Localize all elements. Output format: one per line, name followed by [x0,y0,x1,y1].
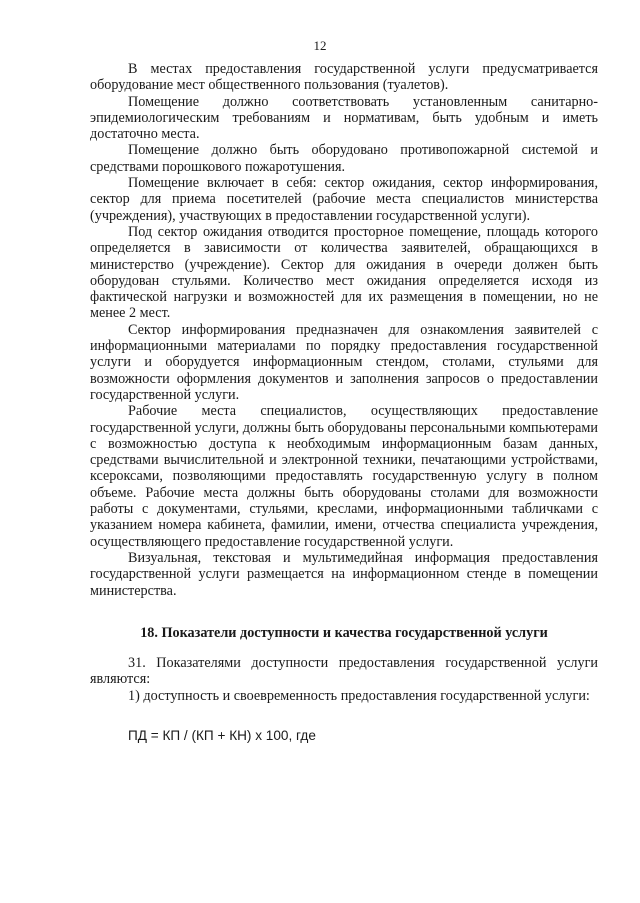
paragraph-visual-info: Визуальная, текстовая и мультимедийная информация предоставления государственной услуги размещается на информационном стенде в помещении министерства. [90,549,598,599]
page-number: 12 [313,38,327,53]
section-heading: 18. Показатели доступности и качества государственной услуги [140,624,548,641]
document-body [90,61,598,744]
paragraph-room-requirements: Помещение должно соответствовать установленным санитарно-эпидемиологическим требованиям и нормативам, быть удобным и иметь достаточно места. [90,93,598,143]
paragraph-room-sectors: Помещение включает в себя: сектор ожидания, сектор информирования, сектор для приема посетителей (рабочие места специалистов министерства (учреждения), участвующих в предоставлении государственной услуги). [90,175,598,224]
paragraph-waiting-sector: Под сектор ожидания отводится просторное помещение, площадь которого определяется в зависимости от количества заявителей, обращающихся в министерство (учреждение). Сектор для ожидания в очереди должен быть оборудован стульями. Количество мест ожидания определяется исходя из фактической нагрузки и возможностей для их размещения в помещении, но не менее 2 мест. [90,223,598,322]
paragraph-indicators: 31. Показателями доступности предоставления государственной услуги являются: [90,655,598,688]
paragraph-sanitary-facilities: В местах предоставления государственной услуги предусматривается оборудование мест общественного пользования (туалетов). [90,61,598,94]
paragraph-workplaces: Рабочие места специалистов, осуществляющих предоставление государственной услуги, должны быть оборудованы персональными компьютерами с возможностью доступа к необходимым информационным базам данных, средствами вычислительной и электронной техники, печатающими устройствами, ксероксами, позволяющими предоставлять государственную услугу в полном объеме. Рабочие места должны быть оборудованы столами для возможности работы с документами, стульями, креслами, информационными табличками с указанием номера кабинета, фамилии, имени, отчества специалиста учреждения, осуществляющего предоставление государственной услуги. [90,403,598,550]
paragraph-info-sector: Сектор информирования предназначен для ознакомления заявителей с информационными материалами по порядку предоставления государственной услуги и оборудуется информационным стендом, столами, стульями для возможности оформления документов и заполнения запросов о предоставлении государственной услуги. [90,321,598,403]
formula: ПД = КП / (КП + КН) х 100, где [128,727,316,743]
paragraph-fire-safety: Помещение должно быть оборудовано противопожарной системой и средствами порошкового пожаротушения. [90,142,598,175]
paragraph-accessibility: 1) доступность и своевременность предоставления государственной услуги: [128,687,590,704]
